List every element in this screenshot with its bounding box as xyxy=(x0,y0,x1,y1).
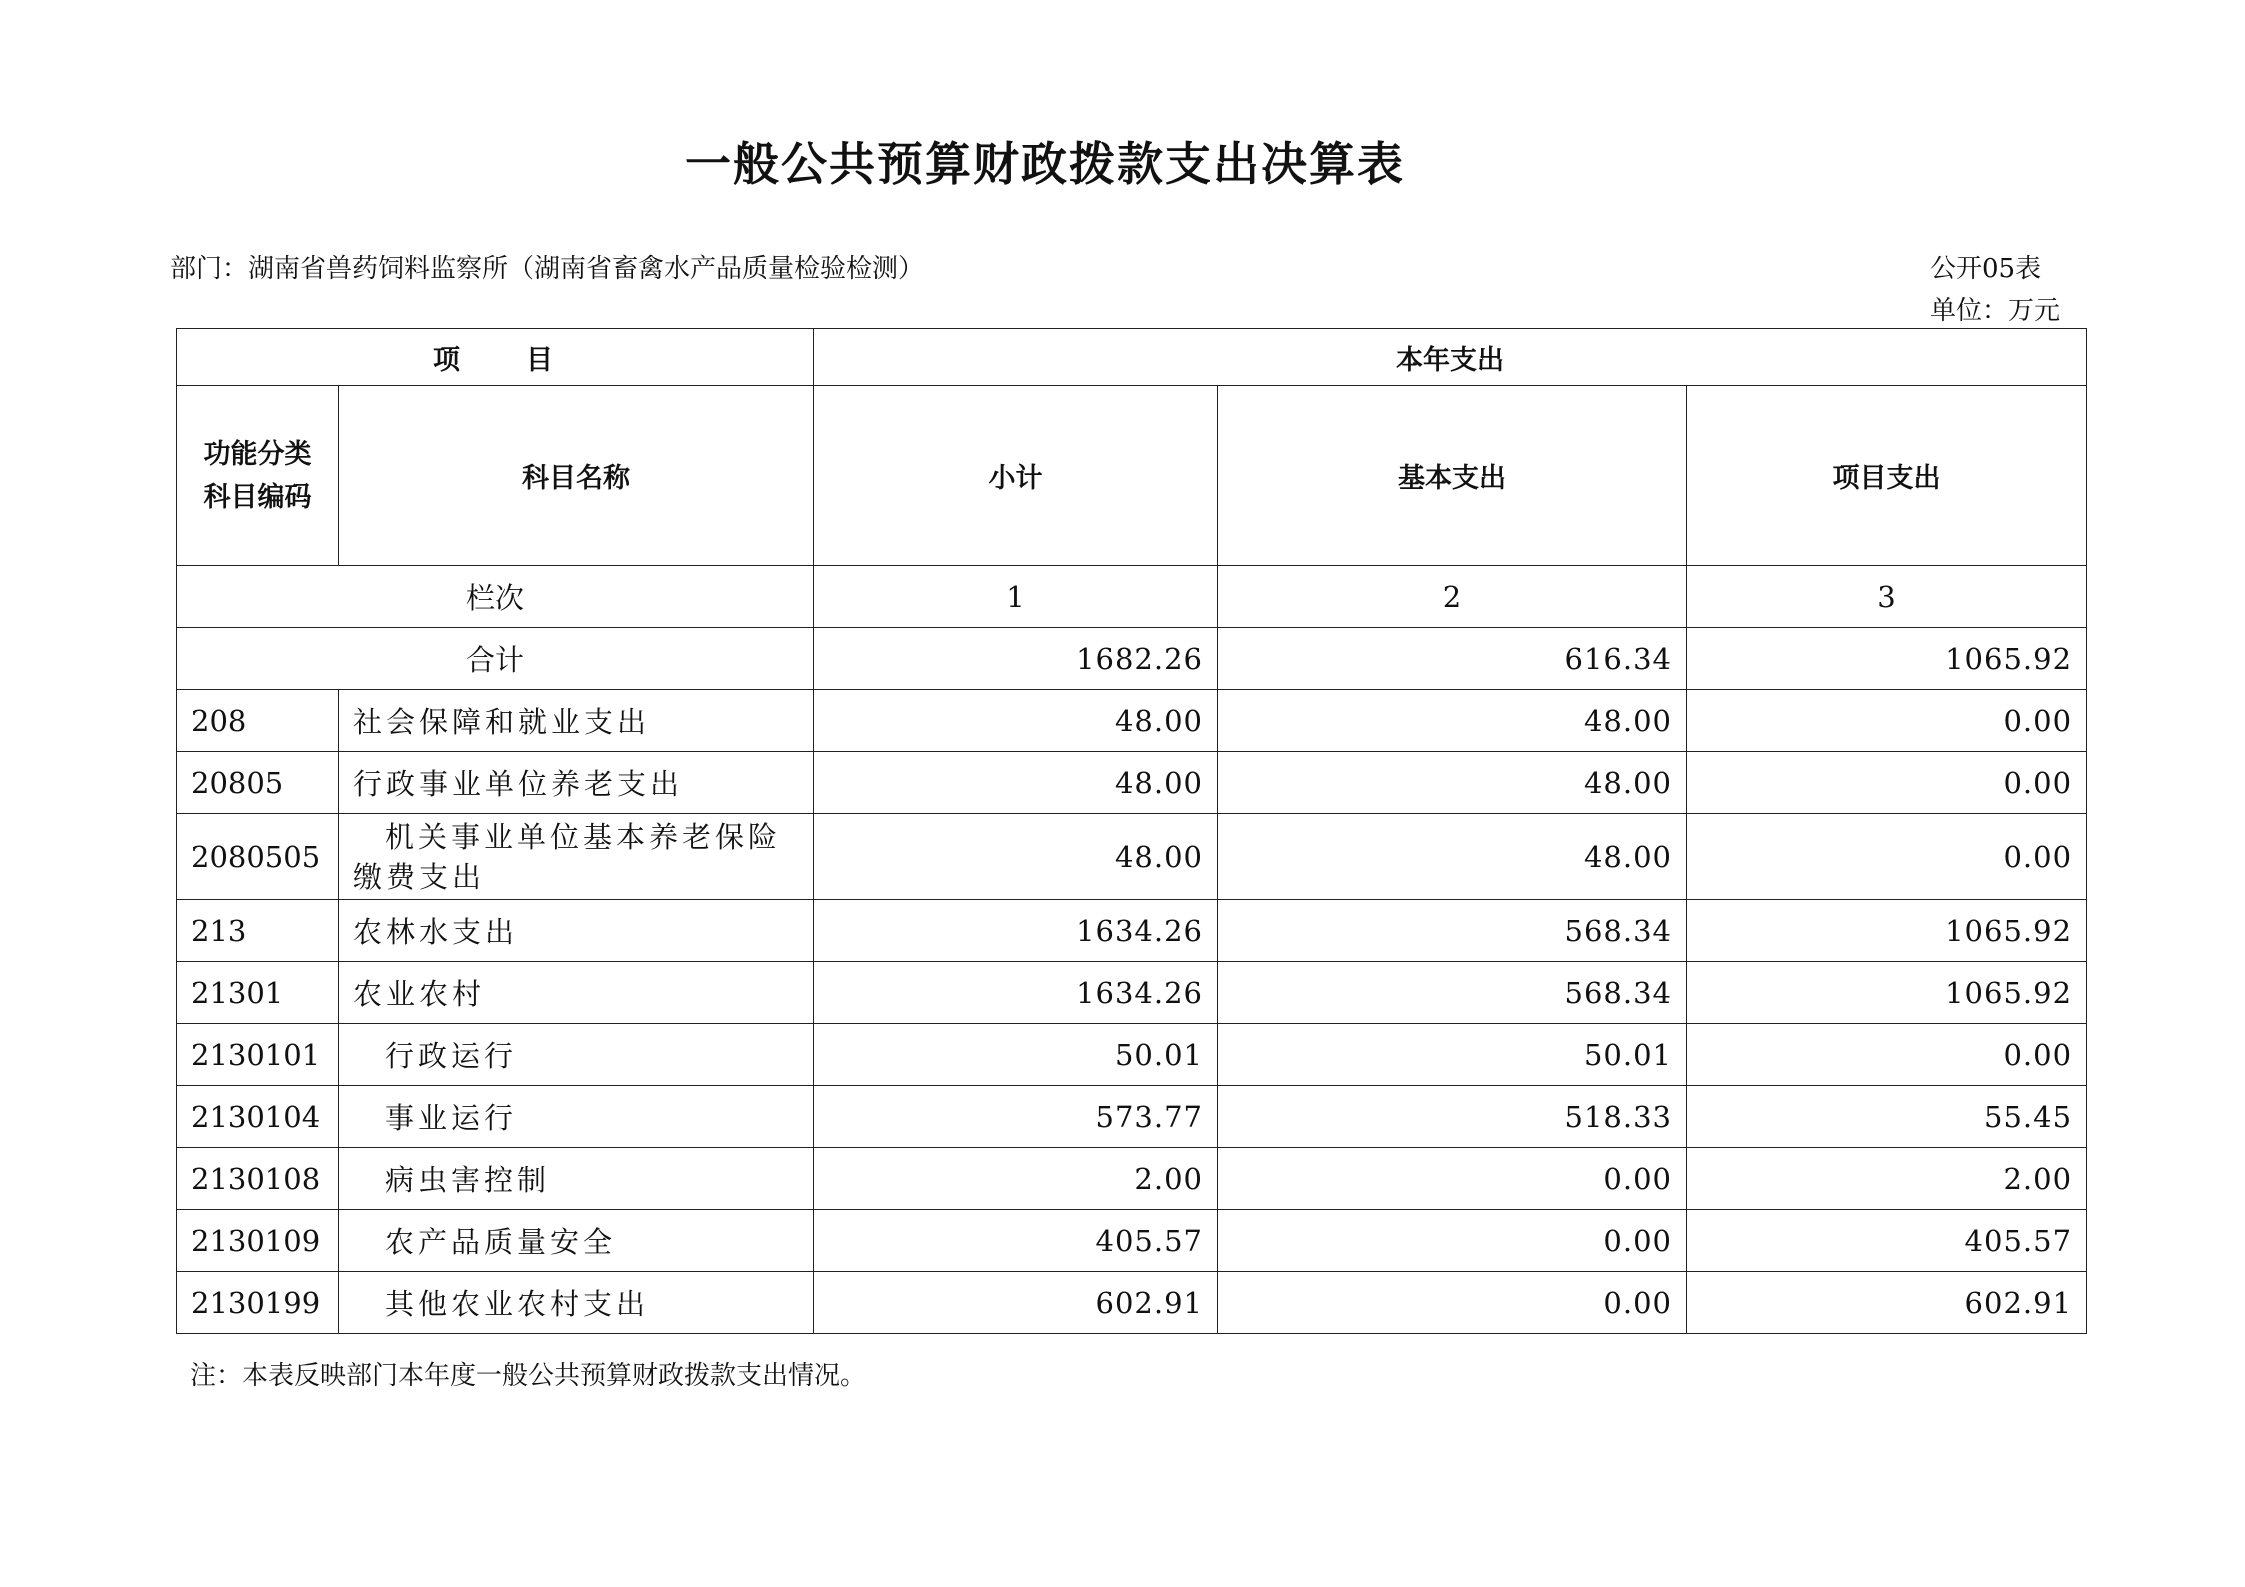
row-basic: 0.00 xyxy=(1218,1272,1687,1334)
row-code: 2130108 xyxy=(177,1148,339,1210)
table-row xyxy=(177,1086,2087,1148)
row-name: 农业农村 xyxy=(339,962,814,1024)
row-name: 农林水支出 xyxy=(339,900,814,962)
row-basic: 48.00 xyxy=(1218,690,1687,752)
row-name: 病虫害控制 xyxy=(339,1148,814,1210)
total-subtotal: 1682.26 xyxy=(814,628,1218,690)
table-row xyxy=(177,1148,2087,1210)
row-project: 55.45 xyxy=(1687,1086,2087,1148)
row-name: 其他农业农村支出 xyxy=(339,1272,814,1334)
page-title: 一般公共预算财政拨款支出决算表 xyxy=(685,137,1405,191)
table-row xyxy=(177,690,2087,752)
row-code: 20805 xyxy=(177,752,339,814)
row-code: 2130109 xyxy=(177,1210,339,1272)
unit-label: 单位：万元 xyxy=(1930,296,2061,326)
row-code: 2130104 xyxy=(177,1086,339,1148)
row-subtotal: 50.01 xyxy=(814,1024,1218,1086)
row-name: 社会保障和就业支出 xyxy=(339,690,814,752)
row-code: 2130199 xyxy=(177,1272,339,1334)
column-index-2: 2 xyxy=(1218,566,1687,628)
row-subtotal: 573.77 xyxy=(814,1086,1218,1148)
row-project: 0.00 xyxy=(1687,690,2087,752)
column-index-3: 3 xyxy=(1687,566,2087,628)
header-subtotal: 小计 xyxy=(814,386,1218,566)
row-project: 1065.92 xyxy=(1687,900,2087,962)
total-label: 合计 xyxy=(177,628,814,690)
row-project: 0.00 xyxy=(1687,1024,2087,1086)
table-row xyxy=(177,1210,2087,1272)
total-basic: 616.34 xyxy=(1218,628,1687,690)
header-item: 项 目 xyxy=(177,329,814,386)
row-code: 208 xyxy=(177,690,339,752)
header-func-code: 功能分类科目编码 xyxy=(177,386,339,566)
table-code: 公开05表 xyxy=(1930,254,2042,284)
row-name: 事业运行 xyxy=(339,1086,814,1148)
column-index-label: 栏次 xyxy=(177,566,814,628)
row-subtotal: 602.91 xyxy=(814,1272,1218,1334)
table-row xyxy=(177,752,2087,814)
table-row xyxy=(177,814,2087,900)
row-subtotal: 1634.26 xyxy=(814,900,1218,962)
row-code: 21301 xyxy=(177,962,339,1024)
table-row xyxy=(177,1272,2087,1334)
row-basic: 0.00 xyxy=(1218,1210,1687,1272)
row-code: 213 xyxy=(177,900,339,962)
column-index-1: 1 xyxy=(814,566,1218,628)
row-subtotal: 48.00 xyxy=(814,690,1218,752)
table-row xyxy=(177,1024,2087,1086)
footnote: 注：本表反映部门本年度一般公共预算财政拨款支出情况。 xyxy=(190,1361,867,1391)
row-basic: 568.34 xyxy=(1218,962,1687,1024)
row-subtotal: 48.00 xyxy=(814,814,1218,900)
row-basic: 48.00 xyxy=(1218,752,1687,814)
row-basic: 0.00 xyxy=(1218,1148,1687,1210)
expenditure-table xyxy=(176,328,2087,1334)
row-basic: 50.01 xyxy=(1218,1024,1687,1086)
row-name: 机关事业单位基本养老保险缴费支出 xyxy=(339,814,814,900)
header-basic: 基本支出 xyxy=(1218,386,1687,566)
row-project: 405.57 xyxy=(1687,1210,2087,1272)
header-current-year: 本年支出 xyxy=(814,329,2087,386)
total-project: 1065.92 xyxy=(1687,628,2087,690)
row-subtotal: 2.00 xyxy=(814,1148,1218,1210)
row-project: 1065.92 xyxy=(1687,962,2087,1024)
row-subtotal: 405.57 xyxy=(814,1210,1218,1272)
row-project: 0.00 xyxy=(1687,752,2087,814)
row-project: 602.91 xyxy=(1687,1272,2087,1334)
row-subtotal: 48.00 xyxy=(814,752,1218,814)
row-name: 行政事业单位养老支出 xyxy=(339,752,814,814)
row-name: 行政运行 xyxy=(339,1024,814,1086)
row-basic: 568.34 xyxy=(1218,900,1687,962)
row-project: 2.00 xyxy=(1687,1148,2087,1210)
header-subject-name: 科目名称 xyxy=(339,386,814,566)
row-code: 2130101 xyxy=(177,1024,339,1086)
row-project: 0.00 xyxy=(1687,814,2087,900)
row-name: 农产品质量安全 xyxy=(339,1210,814,1272)
row-subtotal: 1634.26 xyxy=(814,962,1218,1024)
table-row xyxy=(177,900,2087,962)
row-basic: 48.00 xyxy=(1218,814,1687,900)
row-basic: 518.33 xyxy=(1218,1086,1687,1148)
row-code: 2080505 xyxy=(177,814,339,900)
header-project: 项目支出 xyxy=(1687,386,2087,566)
department-label: 部门：湖南省兽药饲料监察所（湖南省畜禽水产品质量检验检测） xyxy=(170,254,925,284)
table-row xyxy=(177,962,2087,1024)
